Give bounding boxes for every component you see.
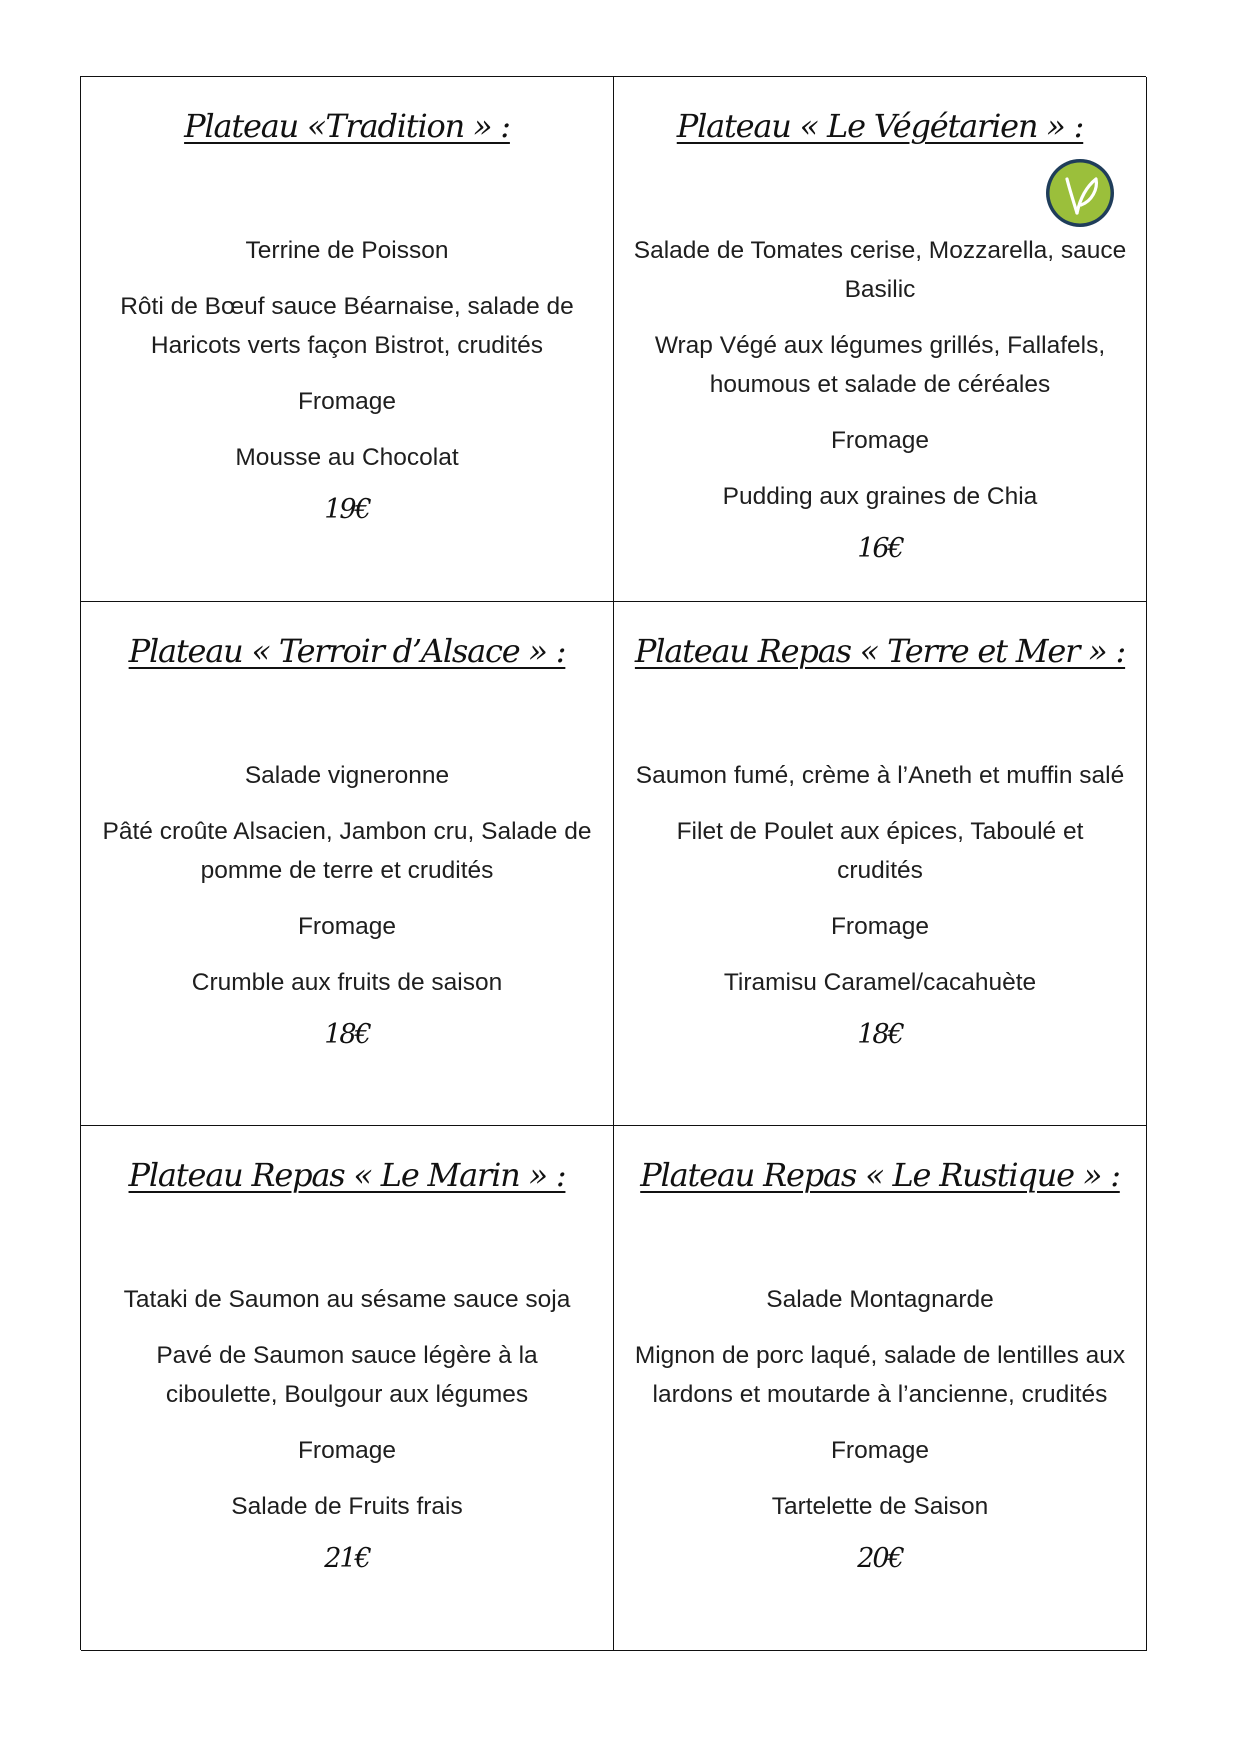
price: 18€ xyxy=(857,1019,903,1050)
menu-card-tradition xyxy=(81,77,614,602)
main-course: Rôti de Bœuf sauce Béarnaise, salade de Haricots verts façon Bistrot, crudités xyxy=(120,293,574,359)
starter: Saumon fumé, crème à l’Aneth et muffin salé xyxy=(635,762,1125,789)
dessert: Crumble aux fruits de saison xyxy=(191,969,503,996)
starter: Terrine de Poisson xyxy=(245,237,449,264)
menu-grid xyxy=(80,76,1146,1650)
dessert: Mousse au Chocolat xyxy=(235,444,459,471)
menu-card-terroir-alsace xyxy=(81,602,614,1126)
card-items xyxy=(632,1280,1128,1574)
price: 19€ xyxy=(324,494,370,525)
price: 16€ xyxy=(857,533,903,564)
dessert: Pudding aux graines de Chia xyxy=(722,483,1038,510)
card-title: Plateau « Terroir d’Alsace » : xyxy=(128,632,566,670)
menu-card-terre-et-mer xyxy=(614,602,1147,1126)
price: 20€ xyxy=(857,1543,903,1574)
card-title: Plateau « Le Végétarien » : xyxy=(676,107,1084,145)
cheese-course: Fromage xyxy=(297,913,397,940)
menu-card-vegetarien xyxy=(614,77,1147,602)
main-course: Filet de Poulet aux épices, Taboulé et crudités xyxy=(676,818,1084,884)
starter: Tataki de Saumon au sésame sauce soja xyxy=(123,1286,571,1313)
card-items xyxy=(99,756,595,1050)
cheese-course: Fromage xyxy=(297,388,397,415)
price: 21€ xyxy=(324,1543,370,1574)
cheese-course: Fromage xyxy=(830,913,930,940)
card-items xyxy=(99,1280,595,1574)
main-course: Mignon de porc laqué, salade de lentilles aux lardons et moutarde à l’ancienne, crudités xyxy=(634,1342,1126,1408)
main-course: Pavé de Saumon sauce légère à la ciboulette, Boulgour aux légumes xyxy=(156,1342,538,1408)
cheese-course: Fromage xyxy=(830,427,930,454)
card-title: Plateau Repas « Terre et Mer » : xyxy=(634,632,1126,670)
main-course: Wrap Végé aux légumes grillés, Fallafels, houmous et salade de céréales xyxy=(654,332,1106,398)
card-items xyxy=(632,756,1128,1050)
main-course: Pâté croûte Alsacien, Jambon cru, Salade de pomme de terre et crudités xyxy=(102,818,592,884)
starter: Salade vigneronne xyxy=(244,762,450,789)
price: 18€ xyxy=(324,1019,370,1050)
cheese-course: Fromage xyxy=(297,1437,397,1464)
card-title: Plateau Repas « Le Marin » : xyxy=(128,1156,566,1194)
starter: Salade Montagnarde xyxy=(766,1286,994,1313)
menu-card-le-rustique xyxy=(614,1126,1147,1651)
dessert: Tiramisu Caramel/cacahuète xyxy=(723,969,1037,996)
card-title: Plateau Repas « Le Rustique » : xyxy=(640,1156,1120,1194)
card-items xyxy=(99,231,595,525)
dessert: Tartelette de Saison xyxy=(771,1493,989,1520)
card-items xyxy=(632,231,1128,564)
dessert: Salade de Fruits frais xyxy=(231,1493,463,1520)
starter: Salade de Tomates cerise, Mozzarella, sauce Basilic xyxy=(633,237,1127,303)
menu-card-le-marin xyxy=(81,1126,614,1651)
cheese-course: Fromage xyxy=(830,1437,930,1464)
vegetarian-leaf-icon xyxy=(1044,157,1116,229)
card-title: Plateau «Tradition » : xyxy=(184,107,510,145)
